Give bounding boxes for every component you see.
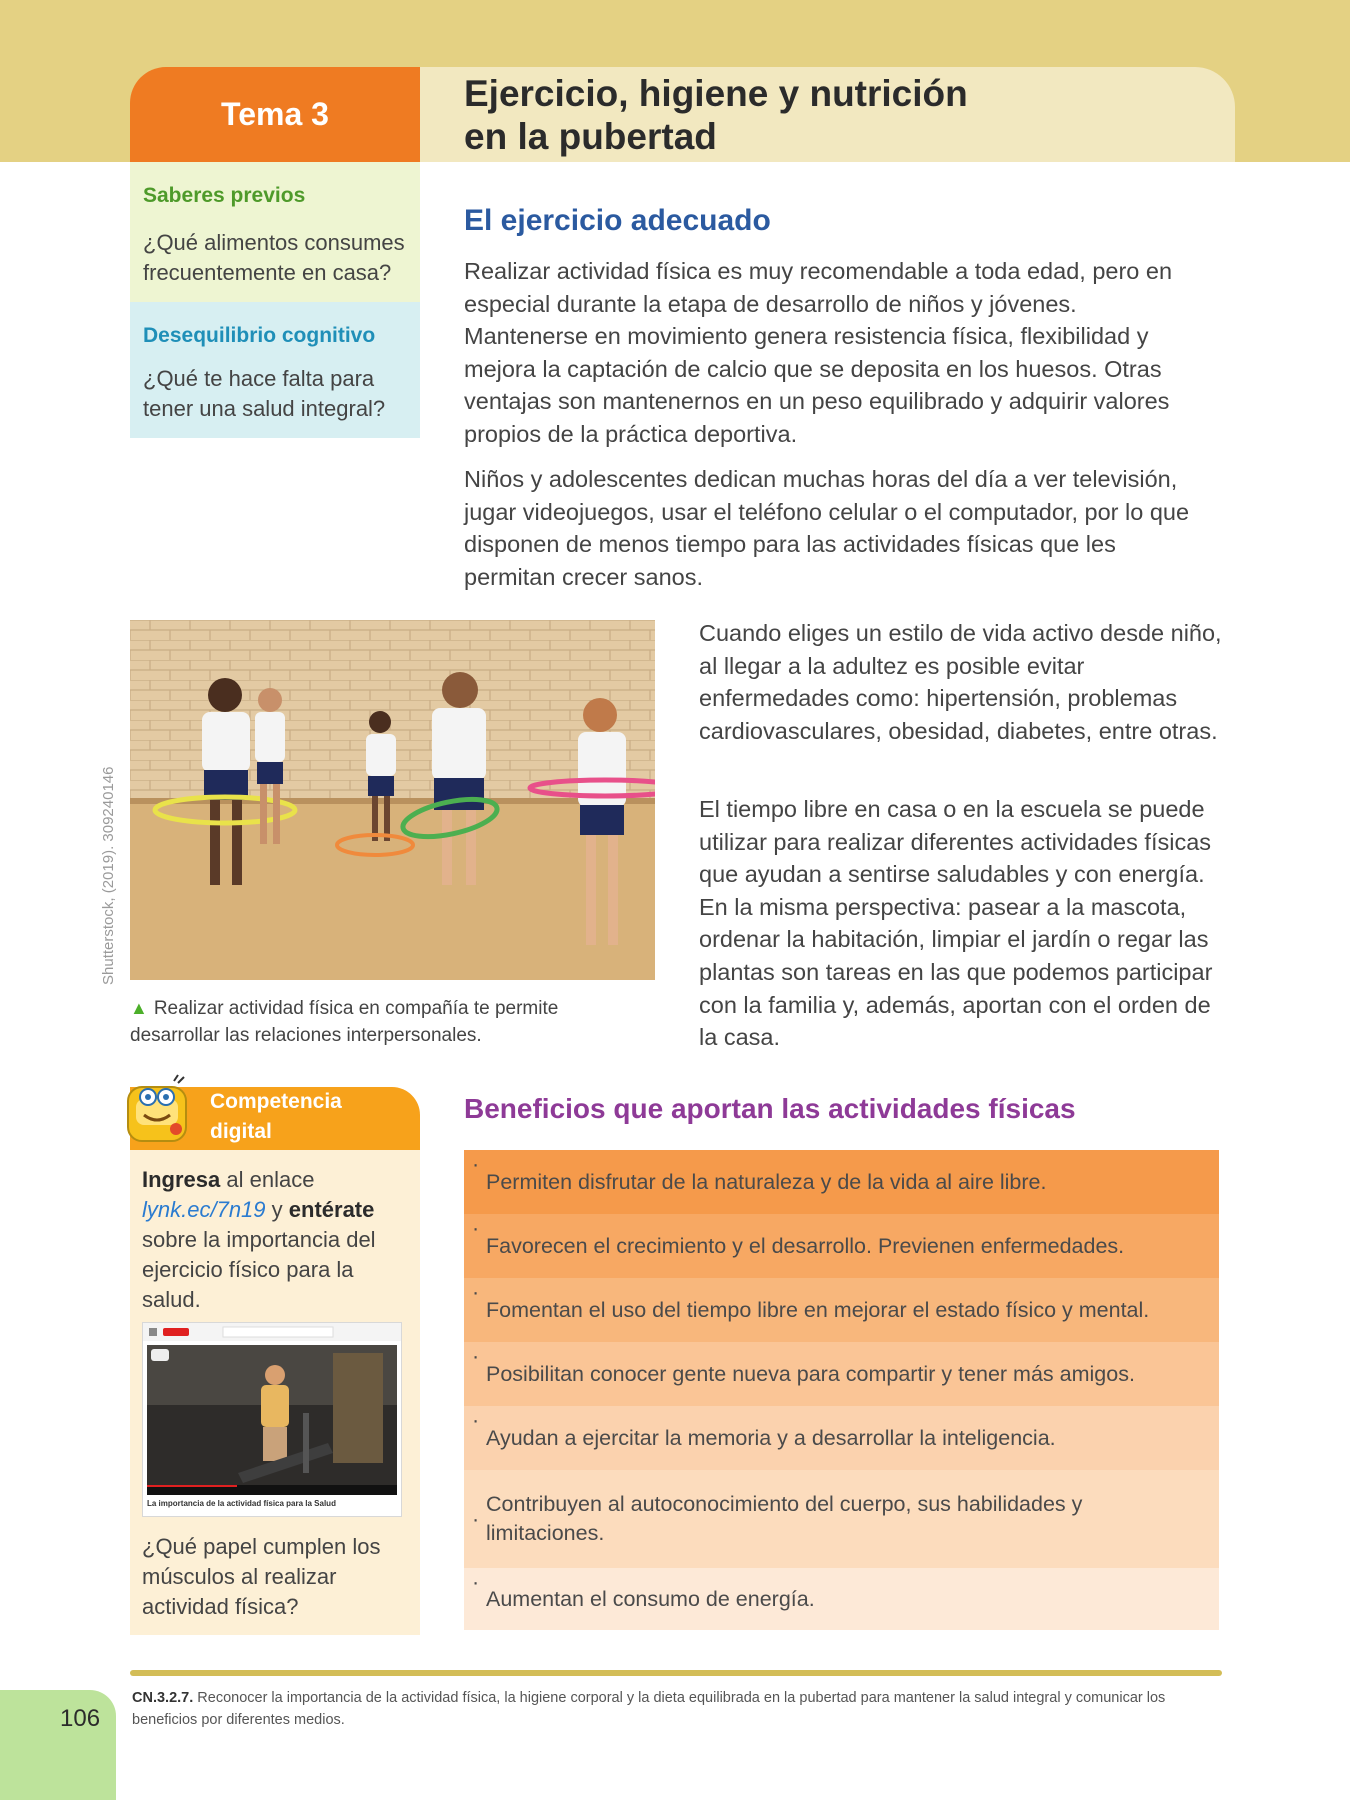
benefit-row <box>464 1406 1219 1470</box>
benefit-text: Ayudan a ejercitar la memoria y a desarrollar la inteligencia. <box>486 1425 1056 1450</box>
photo-credit: Shutterstock, (2019). 309240146 <box>100 766 117 985</box>
paragraph-3: Cuando eliges un estilo de vida activo desde niño, al llegar a la adultez es posible evitar enfermedades como: hipertensión, problemas cardiovasculares, obesidad, diabetes, entre otras. <box>699 620 1222 744</box>
benefit-text: Contribuyen al autoconocimiento del cuerpo, sus habilidades y limitaciones. <box>486 1492 1083 1545</box>
benefit-row <box>464 1150 1219 1214</box>
benefit-row <box>464 1470 1219 1568</box>
page-title-line2: en la pubertad <box>464 116 717 157</box>
photo-illustration <box>130 620 655 980</box>
bullet-dot-icon: · <box>472 1216 480 1240</box>
paragraph-1: Realizar actividad física es muy recomendable a toda edad, pero en especial durante la etapa de desarrollo de niños y jóvenes. Mantenerse en movimiento genera resistencia física, flexibilidad y mejora la captación de calcio que se deposita en los huesos. Otras ventajas son mantenernos en un peso equilibrado y adquirir valores propios de la práctica deportiva. <box>464 258 1173 447</box>
saberes-heading: Saberes previos <box>143 184 306 207</box>
photo-caption <box>130 995 650 1049</box>
footer-rule <box>130 1670 1222 1676</box>
enterate-word: entérate <box>288 1197 375 1222</box>
y-text: y <box>265 1197 289 1222</box>
benefit-text: Favorecen el crecimiento y el desarrollo. Previenen enfermedades. <box>486 1233 1125 1258</box>
video-caption: La importancia de la actividad física para la Salud <box>147 1499 336 1508</box>
benefit-text: Fomentan el uso del tiempo libre en mejorar el estado físico y mental. <box>486 1297 1150 1322</box>
desequilibrio-heading: Desequilibrio cognitivo <box>143 324 376 347</box>
paragraph-4: El tiempo libre en casa o en la escuela se puede utilizar para realizar diferentes actividades físicas que ayudan a sentirse saludables y con energía. En la misma perspectiva: pasear a la mascota, ordenar la habitación, limpiar el jardín o regar las plantas son tareas en las que podemos participar con la familia y, además, aportan con el orden de la casa. <box>699 796 1213 1051</box>
benefit-text: Posibilitan conocer gente nueva para compartir y tener más amigos. <box>486 1361 1135 1386</box>
competencia-title-line1: Competencia <box>210 1090 342 1113</box>
footer-standard <box>132 1687 1224 1731</box>
bullet-dot-icon: · <box>472 1506 480 1531</box>
tema-tab <box>130 67 420 162</box>
kids-hula-hoop-photo <box>130 620 655 980</box>
footer-code: CN.3.2.7. <box>132 1690 194 1706</box>
section-title: El ejercicio adecuado <box>464 204 771 237</box>
tema-label: Tema 3 <box>221 96 329 132</box>
paragraph-2: Niños y adolescentes dedican muchas horas del día a ver televisión, jugar videojuegos, usar el teléfono celular o el computador, por lo que disponen de menos tiempo para las actividades físicas que les permitan crecer sanos. <box>464 466 1190 590</box>
footer-description: Reconocer la importancia de la actividad física, la higiene corporal y la dieta equilibrada en la pubertad para mantener la salud integral y comunicar los beneficios por diferentes medios. <box>132 1690 1166 1728</box>
saberes-previos-box <box>130 162 420 302</box>
saberes-question: ¿Qué alimentos consumes frecuentemente en casa? <box>143 230 405 285</box>
benefit-row <box>464 1568 1219 1630</box>
competencia-text <box>142 1165 407 1315</box>
competencia-question: ¿Qué papel cumplen los músculos al realizar actividad física? <box>142 1534 381 1619</box>
benefit-row <box>464 1342 1219 1406</box>
photo-caption-text: Realizar actividad física en compañía te permite desarrollar las relaciones interpersonales. <box>130 998 559 1046</box>
benefit-text: Aumentan el consumo de energía. <box>486 1586 815 1611</box>
page-title-line1: Ejercicio, higiene y nutrición <box>464 73 968 114</box>
benefit-text: Permiten disfrutar de la naturaleza y de la vida al aire libre. <box>486 1169 1047 1194</box>
bullet-dot-icon: · <box>472 1280 480 1304</box>
benefit-row <box>464 1214 1219 1278</box>
video-illustration <box>143 1323 401 1516</box>
video-thumbnail[interactable] <box>142 1322 402 1517</box>
competencia-rest-text: sobre la importancia del ejercicio físico para la salud. <box>142 1227 376 1312</box>
bullet-dot-icon: · <box>472 1570 480 1594</box>
competencia-title-line2: digital <box>210 1120 272 1143</box>
al-enlace-text: al enlace <box>220 1167 315 1192</box>
bullet-dot-icon: · <box>472 1152 480 1176</box>
benefit-row <box>464 1278 1219 1342</box>
desequilibrio-question: ¿Qué te hace falta para tener una salud integral? <box>143 366 386 421</box>
caption-triangle-icon: ▲ <box>130 998 148 1018</box>
page-number: 106 <box>60 1705 101 1732</box>
bullet-dot-icon: · <box>472 1344 480 1368</box>
benefits-table <box>464 1150 1219 1630</box>
bullet-dot-icon: · <box>472 1408 480 1432</box>
competencia-digital-title <box>210 1087 410 1147</box>
desequilibrio-box <box>130 302 420 438</box>
benefits-title: Beneficios que aportan las actividades físicas <box>464 1093 1076 1124</box>
competencia-link[interactable]: lynk.ec/7n19 <box>142 1197 266 1222</box>
ingresa-word: Ingresa <box>142 1167 221 1192</box>
page-title <box>464 72 1224 158</box>
robot-icon <box>120 1073 196 1149</box>
